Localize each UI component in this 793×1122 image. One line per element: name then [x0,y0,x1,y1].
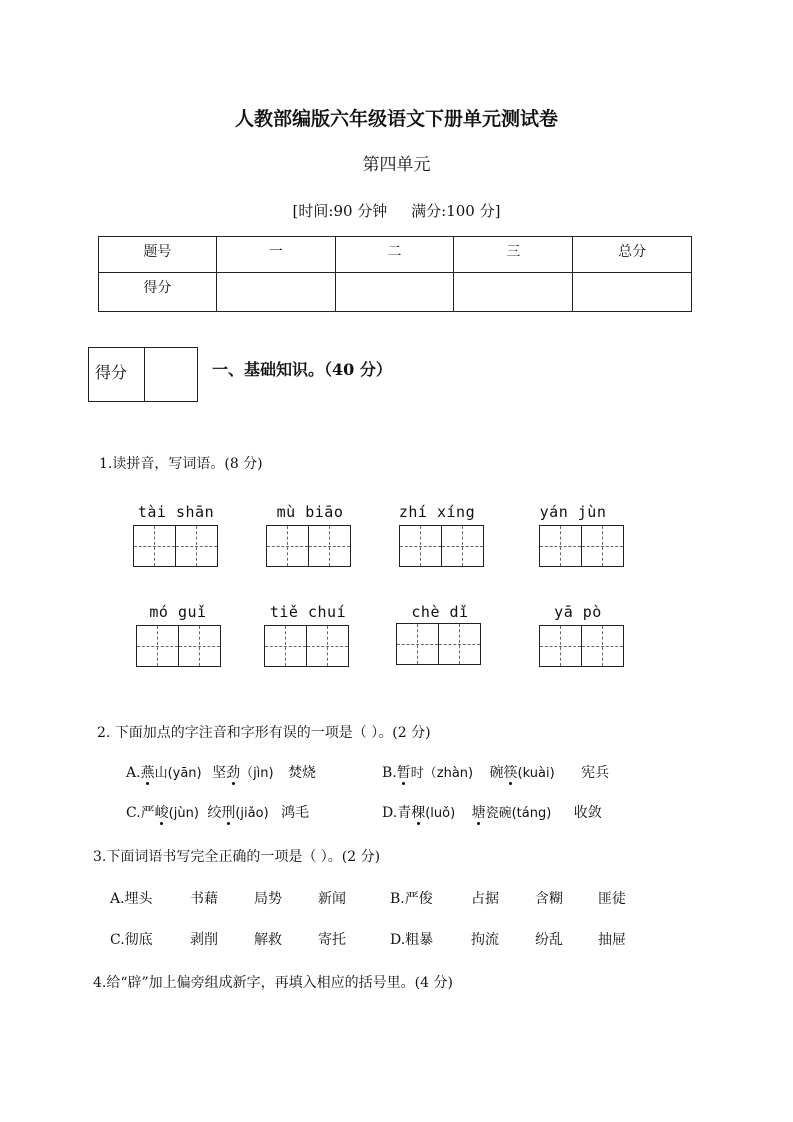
option-label: D. [382,805,398,821]
writing-grid[interactable] [396,623,481,665]
option-c[interactable] [126,802,309,822]
table-cell[interactable] [573,273,692,312]
table-cell: 一 [216,237,335,273]
word: D.粗暴 [390,932,434,948]
dotted-char: 稞 [411,805,426,821]
writing-grid[interactable] [264,625,349,667]
table-cell: 总分 [573,237,692,273]
dotted-char: 劲 [226,765,241,781]
question-3-prompt: 3.下面词语书写完全正确的一项是（ ）。(2 分) [93,849,381,865]
option-label: B. [382,765,397,781]
dotted-char: 塘 [471,805,486,821]
writing-grid[interactable] [133,525,218,567]
question-1-prompt: 1.读拼音，写词语。(8 分) [99,456,263,472]
pinyin-annotation: (jùn) [168,806,199,821]
table-cell: 题号 [99,237,217,273]
section-score-label: 得分 [95,363,128,382]
dotted-char: 刑 [221,805,236,821]
word: 严 [140,805,155,821]
pinyin-label: mù biāo [276,503,344,521]
pinyin-label: zhí xíng [398,503,476,521]
pinyin-annotation: (jiǎo) [235,806,269,821]
word: 碗 [489,765,504,781]
option-b[interactable] [382,762,609,782]
section-score-box [88,347,198,402]
word: 匪徒 [598,891,626,907]
word: 焚烧 [288,765,317,781]
word: 坚 [212,765,227,781]
section-title: 一、基础知识。（40 分） [212,360,392,379]
word: 纷乱 [535,932,563,948]
pinyin-label: tài shān [137,503,215,521]
pinyin-annotation: (luǒ) [425,806,456,821]
word: 寄托 [318,932,346,948]
word: 宪兵 [581,765,610,781]
word: 占据 [471,891,499,907]
table-row [99,237,692,273]
divider [144,348,145,401]
dotted-char: 峻 [154,805,169,821]
pinyin-annotation: 山(yān) [154,766,202,781]
word: 收敛 [573,805,602,821]
writing-grid[interactable] [136,625,221,667]
option-c[interactable] [110,929,153,949]
word: C.彻底 [110,932,153,948]
table-row [99,273,692,312]
dotted-char: 燕 [140,765,155,781]
table-cell[interactable] [454,273,573,312]
word: 局势 [254,891,282,907]
word: 剥削 [190,932,218,948]
table-cell[interactable] [335,273,454,312]
writing-grid[interactable] [539,525,624,567]
writing-grid[interactable] [266,525,351,567]
word: 含糊 [535,891,563,907]
table-cell[interactable] [216,273,335,312]
pinyin-label: yā pò [554,603,602,621]
word: 书藉 [190,891,218,907]
table-cell: 得分 [99,273,217,312]
option-a[interactable] [126,762,316,782]
pinyin-annotation: 时（zhàn) [410,766,474,781]
pinyin-annotation: （jìn) [240,766,274,781]
writing-grid[interactable] [399,525,484,567]
score-table [98,236,692,312]
word: A.埋头 [110,891,153,907]
word: B.严俊 [390,891,433,907]
option-d[interactable] [390,929,433,949]
table-cell: 三 [454,237,573,273]
option-label: C. [126,805,141,821]
word: 青 [397,805,412,821]
question-2-prompt: 2. 下面加点的字注音和字形有误的一项是（ ）。(2 分) [97,725,431,741]
word: 解救 [254,932,282,948]
dotted-char: 暂 [396,765,411,781]
option-label: A. [126,765,141,781]
unit-subtitle: 第四单元 [362,155,431,175]
table-cell: 二 [335,237,454,273]
dotted-char: 筷 [503,765,518,781]
word: 绞 [207,805,222,821]
word: 抽屉 [598,932,626,948]
time-score-line: [时间:90 分钟 满分:100 分] [292,202,501,220]
pinyin-label: tiě chuí [269,603,347,621]
option-b[interactable] [390,888,433,908]
word: 鸿毛 [281,805,310,821]
pinyin-label: mó guǐ [149,603,207,621]
writing-grid[interactable] [539,625,624,667]
option-a[interactable] [110,888,153,908]
pinyin-annotation: 瓷碗(táng) [485,806,552,821]
pinyin-annotation: (kuài) [517,766,555,781]
word: 新闻 [318,891,346,907]
word: 拘流 [471,932,499,948]
page-title: 人教部编版六年级语文下册单元测试卷 [234,108,558,130]
option-d[interactable] [382,802,602,822]
pinyin-label: chè dǐ [411,603,469,621]
pinyin-label: yán jùn [539,503,607,521]
question-4-prompt: 4.给“辟”加上偏旁组成新字，再填入相应的括号里。(4 分) [93,975,453,991]
